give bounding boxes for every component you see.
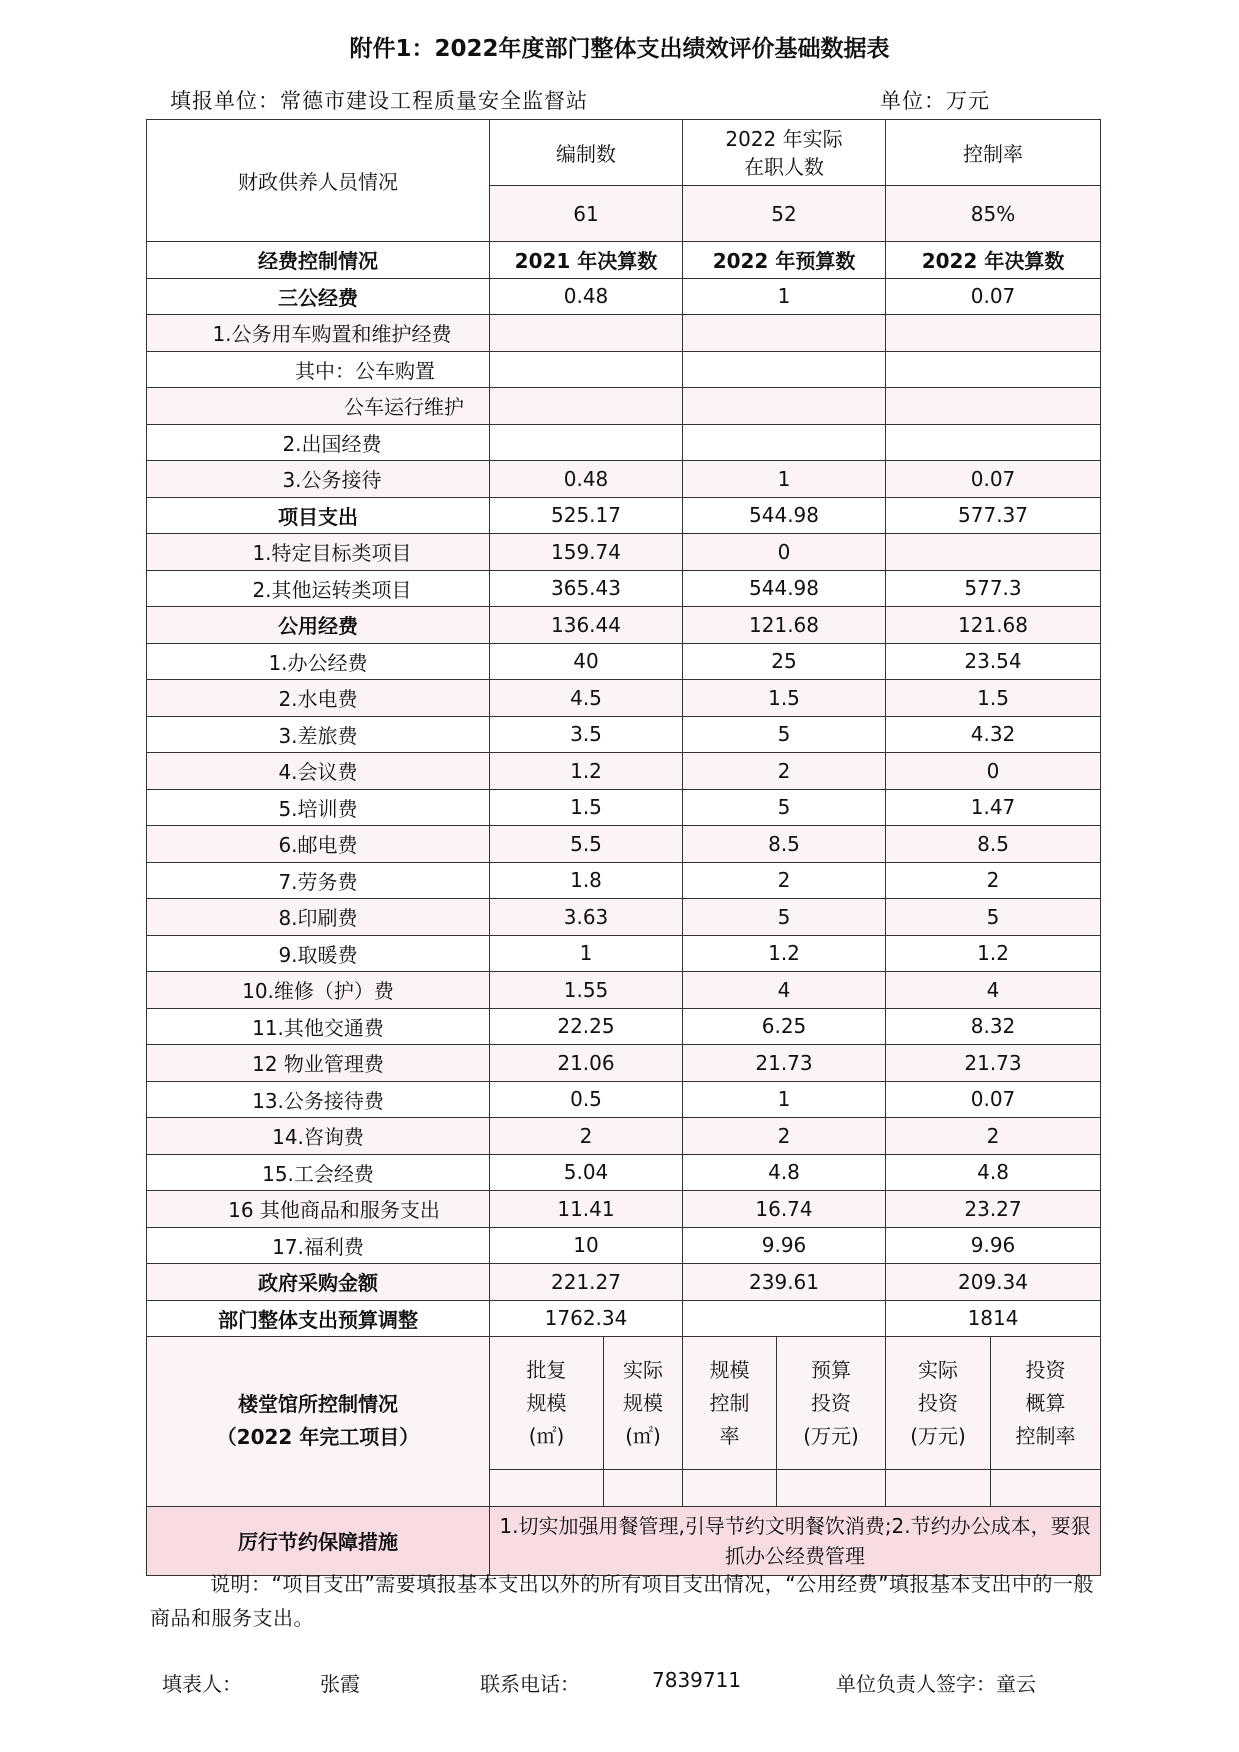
table-row (147, 534, 1101, 571)
row-value: 5 (683, 899, 886, 936)
row-value: 1 (490, 935, 683, 972)
row-value (490, 388, 683, 425)
staff-header-rate: 控制率 (886, 120, 1101, 186)
row-label: 1.特定目标类项目 (147, 534, 490, 571)
table-row (147, 862, 1101, 899)
bh-3-2: (万元) (803, 1423, 859, 1448)
row-value (490, 351, 683, 388)
row-value: 0.07 (886, 461, 1101, 498)
row-value: 4.8 (683, 1154, 886, 1191)
bh-0-2: (㎡) (528, 1423, 565, 1448)
table-row (147, 424, 1101, 461)
row-label: 3.公务接待 (147, 461, 490, 498)
row-value: 2 (683, 753, 886, 790)
table-row (147, 899, 1101, 936)
row-value: 1.47 (886, 789, 1101, 826)
bh-3-1: 投资 (811, 1390, 851, 1415)
note-text: 说明：“项目支出”需要填报基本支出以外的所有项目支出情况，“公用经费”填报基本支出中的一般商品和服务支出。 (150, 1572, 1094, 1630)
row-value: 5 (683, 789, 886, 826)
measures-text: 1.切实加强用餐管理,引导节约文明餐饮消费;2.节约办公成本，要狠抓办公经费管理 (490, 1506, 1101, 1575)
footer-filler: 张霞 (320, 1672, 360, 1696)
row-label: 8.印刷费 (147, 899, 490, 936)
row-value (683, 424, 886, 461)
table-row (147, 315, 1101, 352)
footer-phone: 7839711 (652, 1668, 742, 1692)
row-value: 5 (886, 899, 1101, 936)
bh-2-0: 规模 (709, 1357, 750, 1382)
row-value: 544.98 (683, 570, 886, 607)
row-value: 2 (490, 1118, 683, 1155)
row-label: 政府采购金额 (147, 1264, 490, 1301)
bh-1-1: 规模 (623, 1390, 663, 1415)
staff-label: 财政供养人员情况 (147, 120, 490, 242)
building-value-cell (777, 1470, 886, 1507)
row-value: 2 (886, 862, 1101, 899)
table-row (147, 461, 1101, 498)
bh-5-0: 投资 (1025, 1357, 1066, 1382)
row-value: 221.27 (490, 1264, 683, 1301)
row-value (683, 315, 886, 352)
row-value: 3.5 (490, 716, 683, 753)
row-value: 2 (683, 1118, 886, 1155)
bh-3-0: 预算 (811, 1357, 851, 1382)
building-header-budget-invest (777, 1337, 886, 1470)
funds-header-2022-budget: 2022 年预算数 (683, 242, 886, 279)
building-value-cell (604, 1470, 683, 1507)
table-row (147, 1300, 1101, 1337)
bh-0-1: 规模 (526, 1390, 567, 1415)
measures-label: 厉行节约保障措施 (147, 1506, 490, 1575)
table-row (147, 497, 1101, 534)
footer-filler-label: 填表人： (162, 1672, 242, 1696)
bh-1-2: (㎡) (625, 1423, 661, 1448)
bh-4-2: (万元) (910, 1423, 966, 1448)
row-value: 23.27 (886, 1191, 1101, 1228)
row-value: 0 (886, 753, 1101, 790)
row-label: 15.工会经费 (147, 1154, 490, 1191)
row-label: 项目支出 (147, 497, 490, 534)
table-row (147, 388, 1101, 425)
bh-5-2: 控制率 (1015, 1423, 1076, 1448)
row-label: 3.差旅费 (147, 716, 490, 753)
funds-header-2021-final: 2021 年决算数 (490, 242, 683, 279)
row-value: 1.2 (490, 753, 683, 790)
row-value: 0.48 (490, 461, 683, 498)
row-label: 17.福利费 (147, 1227, 490, 1264)
row-value: 2 (886, 1118, 1101, 1155)
row-value: 0.07 (886, 1081, 1101, 1118)
staff-value-rate: 85% (886, 186, 1101, 242)
table-row (147, 643, 1101, 680)
building-value-cell (490, 1470, 604, 1507)
row-value: 23.54 (886, 643, 1101, 680)
row-label: 部门整体支出预算调整 (147, 1300, 490, 1337)
bh-0-0: 批复 (526, 1357, 567, 1382)
bh-2-1: 控制 (709, 1390, 750, 1415)
building-header-actual-scale (604, 1337, 683, 1470)
table-row (147, 789, 1101, 826)
page-title: 附件1：2022年度部门整体支出绩效评价基础数据表 (349, 36, 890, 62)
row-value: 0.48 (490, 278, 683, 315)
row-value: 11.41 (490, 1191, 683, 1228)
staff-header-quota: 编制数 (490, 120, 683, 186)
row-label: 2.出国经费 (147, 424, 490, 461)
row-value: 4.8 (886, 1154, 1101, 1191)
table-row (147, 1081, 1101, 1118)
row-value (886, 351, 1101, 388)
row-label: 11.其他交通费 (147, 1008, 490, 1045)
row-value: 40 (490, 643, 683, 680)
filing-unit: 填报单位：常德市建设工程质量安全监督站 (170, 89, 588, 113)
table-row (147, 753, 1101, 790)
bh-4-0: 实际 (918, 1357, 959, 1382)
table-row (147, 1264, 1101, 1301)
table-row (147, 1008, 1101, 1045)
row-value: 5 (683, 716, 886, 753)
row-value: 577.37 (886, 497, 1101, 534)
table-row (147, 826, 1101, 863)
bh-1-0: 实际 (623, 1357, 663, 1382)
row-label: 公用经费 (147, 607, 490, 644)
row-value: 21.73 (683, 1045, 886, 1082)
row-label: 16 其他商品和服务支出 (147, 1191, 490, 1228)
row-value: 1.5 (490, 789, 683, 826)
table-row (147, 570, 1101, 607)
row-value: 1.55 (490, 972, 683, 1009)
row-value: 5.04 (490, 1154, 683, 1191)
table-row (147, 935, 1101, 972)
row-label: 14.咨询费 (147, 1118, 490, 1155)
data-table (146, 119, 1101, 1576)
row-value (683, 388, 886, 425)
row-label: 12 物业管理费 (147, 1045, 490, 1082)
row-value: 1814 (886, 1300, 1101, 1337)
table-row (147, 607, 1101, 644)
row-value: 577.3 (886, 570, 1101, 607)
row-value: 121.68 (683, 607, 886, 644)
row-value: 0.07 (886, 278, 1101, 315)
row-value: 22.25 (490, 1008, 683, 1045)
row-value: 365.43 (490, 570, 683, 607)
building-value-cell (991, 1470, 1101, 1507)
bh-4-1: 投资 (918, 1390, 959, 1415)
row-label: 4.会议费 (147, 753, 490, 790)
row-value (886, 315, 1101, 352)
row-value: 1 (683, 461, 886, 498)
row-label: 10.维修（护）费 (147, 972, 490, 1009)
bh-5-1: 概算 (1025, 1390, 1066, 1415)
building-label-line2: （2022 年完工项目） (216, 1425, 420, 1450)
row-value: 209.34 (886, 1264, 1101, 1301)
row-value: 544.98 (683, 497, 886, 534)
building-header-scale-rate (683, 1337, 777, 1470)
row-value (886, 424, 1101, 461)
staff-header-actual: 2022 年实际在职人数 (683, 120, 886, 186)
row-value (490, 315, 683, 352)
building-header-actual-invest (886, 1337, 991, 1470)
row-value (683, 351, 886, 388)
row-value: 3.63 (490, 899, 683, 936)
row-value: 10 (490, 1227, 683, 1264)
row-value: 6.25 (683, 1008, 886, 1045)
table-row (147, 1118, 1101, 1155)
row-value: 1.5 (683, 680, 886, 717)
building-label-line1: 楼堂馆所控制情况 (238, 1392, 398, 1417)
row-label: 5.培训费 (147, 789, 490, 826)
row-value: 4 (886, 972, 1101, 1009)
table-row (147, 680, 1101, 717)
building-value-cell (683, 1470, 777, 1507)
staff-value-quota: 61 (490, 186, 683, 242)
building-header-approved-scale (490, 1337, 604, 1470)
row-value: 1 (683, 278, 886, 315)
row-value (886, 534, 1101, 571)
row-label: 1.公务用车购置和维护经费 (147, 315, 490, 352)
row-value: 8.5 (683, 826, 886, 863)
row-value: 136.44 (490, 607, 683, 644)
row-label: 其中：公车购置 (147, 351, 490, 388)
table-row (147, 1154, 1101, 1191)
table-row (147, 1227, 1101, 1264)
bh-2-2: 率 (719, 1423, 740, 1448)
row-value: 8.32 (886, 1008, 1101, 1045)
row-value: 9.96 (886, 1227, 1101, 1264)
footer-phone-label: 联系电话： (480, 1672, 580, 1696)
row-value: 1.8 (490, 862, 683, 899)
staff-value-actual: 52 (683, 186, 886, 242)
table-row (147, 278, 1101, 315)
funds-header-2022-final: 2022 年决算数 (886, 242, 1101, 279)
row-value: 1762.34 (490, 1300, 683, 1337)
row-value: 1.5 (886, 680, 1101, 717)
row-value: 4.5 (490, 680, 683, 717)
row-value: 0 (683, 534, 886, 571)
building-value-cell (886, 1470, 991, 1507)
row-label: 9.取暖费 (147, 935, 490, 972)
row-value: 159.74 (490, 534, 683, 571)
row-label: 公车运行维护 (147, 388, 490, 425)
unit-label: 单位：万元 (880, 89, 990, 113)
row-label: 2.水电费 (147, 680, 490, 717)
row-value: 525.17 (490, 497, 683, 534)
row-value (683, 1300, 886, 1337)
row-value: 9.96 (683, 1227, 886, 1264)
row-value: 16.74 (683, 1191, 886, 1228)
row-value: 1 (683, 1081, 886, 1118)
row-label: 1.办公经费 (147, 643, 490, 680)
footer-signer: 单位负责人签字：童云 (836, 1672, 1036, 1696)
row-value: 4.32 (886, 716, 1101, 753)
funds-header-label: 经费控制情况 (147, 242, 490, 279)
table-row (147, 351, 1101, 388)
row-value (886, 388, 1101, 425)
row-value: 1.2 (683, 935, 886, 972)
row-value: 25 (683, 643, 886, 680)
table-row (147, 1045, 1101, 1082)
building-control-label (147, 1337, 490, 1507)
table-row (147, 716, 1101, 753)
table-row (147, 972, 1101, 1009)
row-value (490, 424, 683, 461)
row-label: 6.邮电费 (147, 826, 490, 863)
row-value: 21.06 (490, 1045, 683, 1082)
row-value: 5.5 (490, 826, 683, 863)
row-value: 4 (683, 972, 886, 1009)
row-value: 239.61 (683, 1264, 886, 1301)
row-label: 7.劳务费 (147, 862, 490, 899)
row-value: 2 (683, 862, 886, 899)
row-label: 三公经费 (147, 278, 490, 315)
building-header-invest-rate (991, 1337, 1101, 1470)
row-label: 2.其他运转类项目 (147, 570, 490, 607)
row-value: 21.73 (886, 1045, 1101, 1082)
row-value: 121.68 (886, 607, 1101, 644)
table-row (147, 1191, 1101, 1228)
row-value: 0.5 (490, 1081, 683, 1118)
row-value: 1.2 (886, 935, 1101, 972)
row-label: 13.公务接待费 (147, 1081, 490, 1118)
row-value: 8.5 (886, 826, 1101, 863)
